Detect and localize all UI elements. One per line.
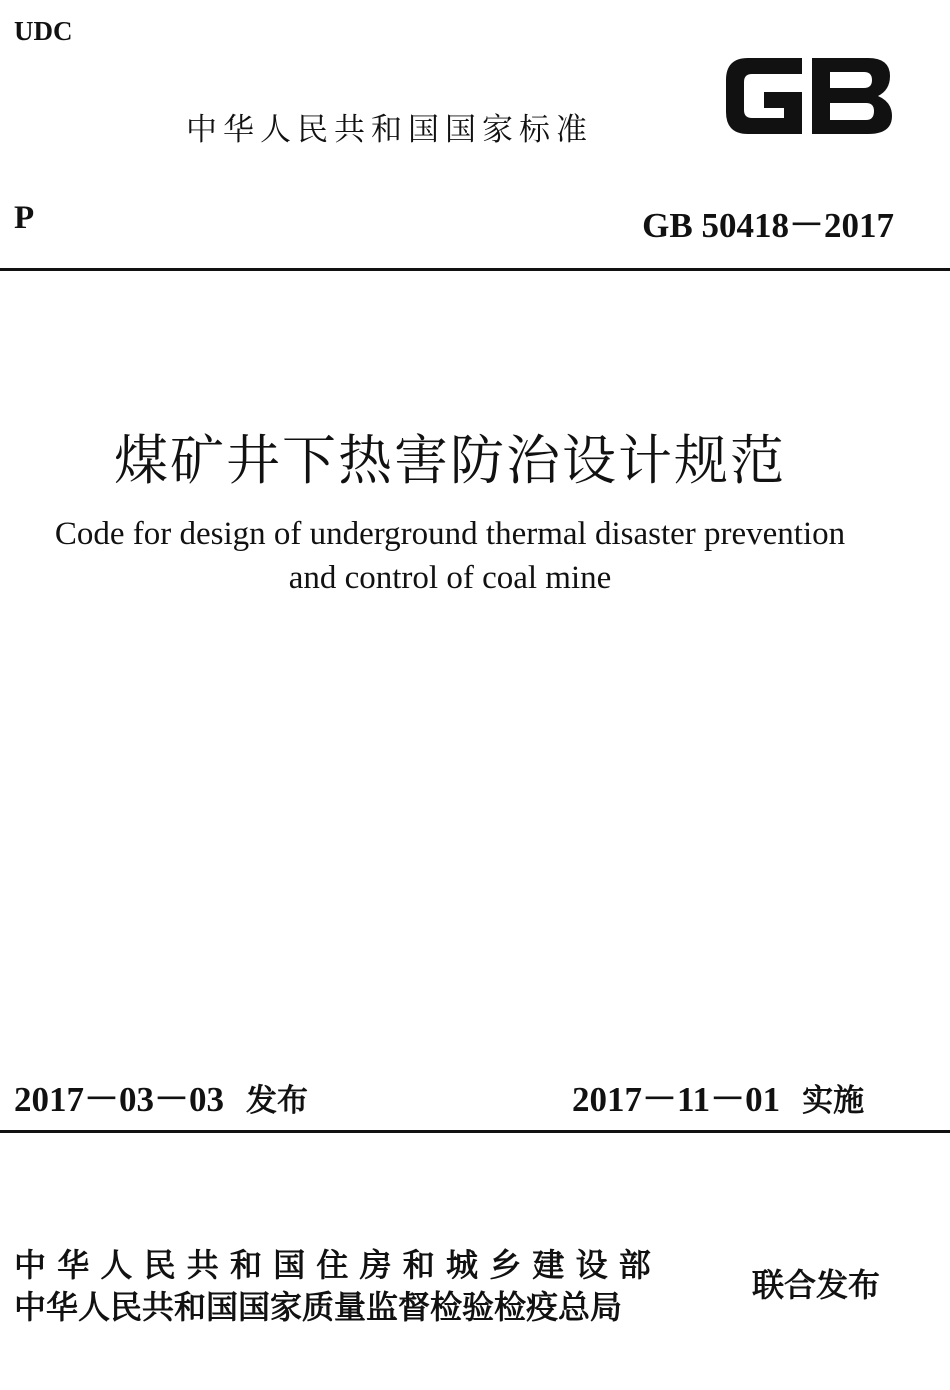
joint-issue-label: 联合发布 xyxy=(752,1266,881,1304)
title-english-line1: Code for design of underground thermal disaster prevention xyxy=(54,516,846,552)
udc-label: UDC xyxy=(14,16,73,46)
gb-logo xyxy=(718,48,896,144)
standard-code: GB 50418－2017 xyxy=(642,206,894,245)
top-divider xyxy=(0,268,950,271)
title-english-line2: and control of coal mine xyxy=(288,560,612,596)
bottom-divider xyxy=(0,1130,950,1133)
standard-type: 中华人民共和国国家标准 xyxy=(186,112,593,148)
implement-date: 2017－11－01 xyxy=(572,1080,781,1119)
implement-date-row xyxy=(572,1072,864,1122)
issue-label: 发布 xyxy=(246,1083,309,1119)
title-chinese: 煤矿井下热害防治设计规范 xyxy=(114,429,786,492)
implement-label: 实施 xyxy=(802,1083,865,1119)
classification-code: P xyxy=(14,200,35,236)
issue-date-row xyxy=(14,1072,308,1122)
issue-date: 2017－03－03 xyxy=(14,1080,225,1119)
title-english xyxy=(0,512,900,600)
issuer-ministry: 中华人民共和国住房和城乡建设部 xyxy=(14,1246,663,1284)
issuer-aqsiq: 中华人民共和国国家质量监督检验检疫总局 xyxy=(14,1288,623,1326)
